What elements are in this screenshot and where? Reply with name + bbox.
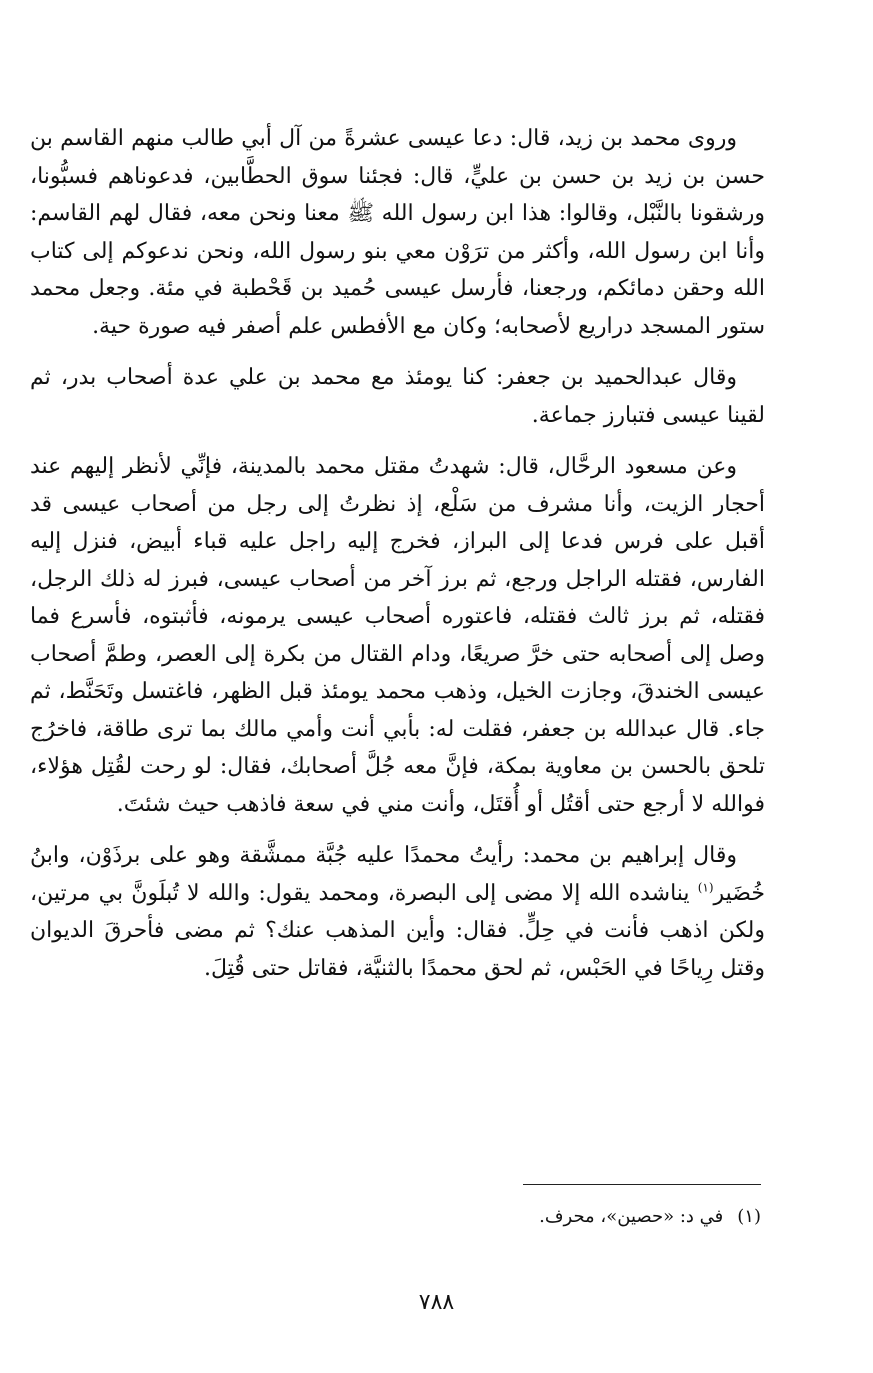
paragraph-gap <box>30 434 765 448</box>
paragraph-4 <box>30 837 765 987</box>
paragraph-gap <box>30 823 765 837</box>
footnote-number: (١) <box>737 1206 761 1227</box>
paragraph-1: وروى محمد بن زيد، قال: دعا عيسى عشرةً من آل أبي طالب منهم القاسم بن حسن بن زيد بن حسن بن عليٍّ، قال: فجئنا سوق الحطَّابين، فدعوناهم فسبُّونا، ورشقونا بالنَّبْل، وقالوا: هذا ابن رسول الله ﷺ معنا ونحن معه، فقال لهم القاسم: وأنا ابن رسول الله، وأكثر من ترَوْن معي بنو رسول الله، ونحن ندعوكم إلى كتاب الله وحقن دمائكم، ورجعنا، فأرسل عيسى حُميد بن قَحْطبة في مئة. وجعل محمد ستور المسجد دراريع لأصحابه؛ وكان مع الأفطس علم أصفر فيه صورة حية. <box>30 126 765 339</box>
paragraph-3: وعن مسعود الرحَّال، قال: شهدتُ مقتل محمد بالمدينة، فإنِّي لأنظر إليهم عند أحجار الزيت، وأنا مشرف من سَلْع، إذ نظرتُ إلى رجل من أصحاب عيسى قد أقبل على فرس فدعا إلى البراز، فخرج إليه راجل عليه قباء أبيض، فنزل إليه الفارس، فقتله الراجل ورجع، ثم برز آخر من أصحاب عيسى، فبرز له ذلك الرجل، فقتله، ثم برز ثالث فقتله، فاعتوره أصحاب عيسى يرمونه، فأثبتوه، فأسرع فما وصل إلى أصحابه حتى خرَّ صريعًا، ودام القتال من بكرة إلى العصر، وطمَّ أصحاب عيسى الخندقَ، وجازت الخيل، وذهب محمد يومئذ قبل الظهر، فاغتسل وتَحَنَّط، ثم جاء. قال عبدالله بن جعفر، فقلت له: بأبي أنت وأمي مالك بما ترى طاقة، فاخرُج تلحق بالحسن بن معاوية بمكة، فإنَّ معه جُلَّ أصحابك، فقال: لو رحت لقُتِل هؤلاء، فوالله لا أرجع حتى أقتُل أو أُقتَل، وأنت مني في سعة فاذهب حيث شئتَ. <box>30 454 765 817</box>
footnote-text: في د: «حصين»، محرف. <box>539 1206 724 1227</box>
paragraph-4-text-before-note: وقال إبراهيم بن محمد: رأيتُ محمدًا عليه جُبَّة ممشَّقة وهو على برذَوْن، وابنُ خُضَير <box>30 843 765 906</box>
footnote-separator <box>523 1184 761 1185</box>
paragraph-4-text-after-note: يناشده الله إلا مضى إلى البصرة، ومحمد يقول: والله لا تُبلَونَّ بي مرتين، ولكن اذهب فأنت في حِلٍّ. فقال: وأين المذهب عنك؟ ثم مضى فأحرقَ الديوان وقتل رِياحًا في الحَبْس، ثم لحق محمدًا بالثنيَّة، فقاتل حتى قُتِلَ. <box>30 880 765 981</box>
footnote-reference[interactable]: (١) <box>697 880 714 895</box>
main-text <box>30 120 765 987</box>
paragraph-2: وقال عبدالحميد بن جعفر: كنا يومئذ مع محمد بن علي عدة أصحاب بدر، ثم لقينا عيسى فتبارز جماعة. <box>30 365 765 428</box>
page-number: ٧٨٨ <box>418 1290 455 1315</box>
paragraph-gap <box>30 345 765 359</box>
footnote <box>539 1204 761 1230</box>
